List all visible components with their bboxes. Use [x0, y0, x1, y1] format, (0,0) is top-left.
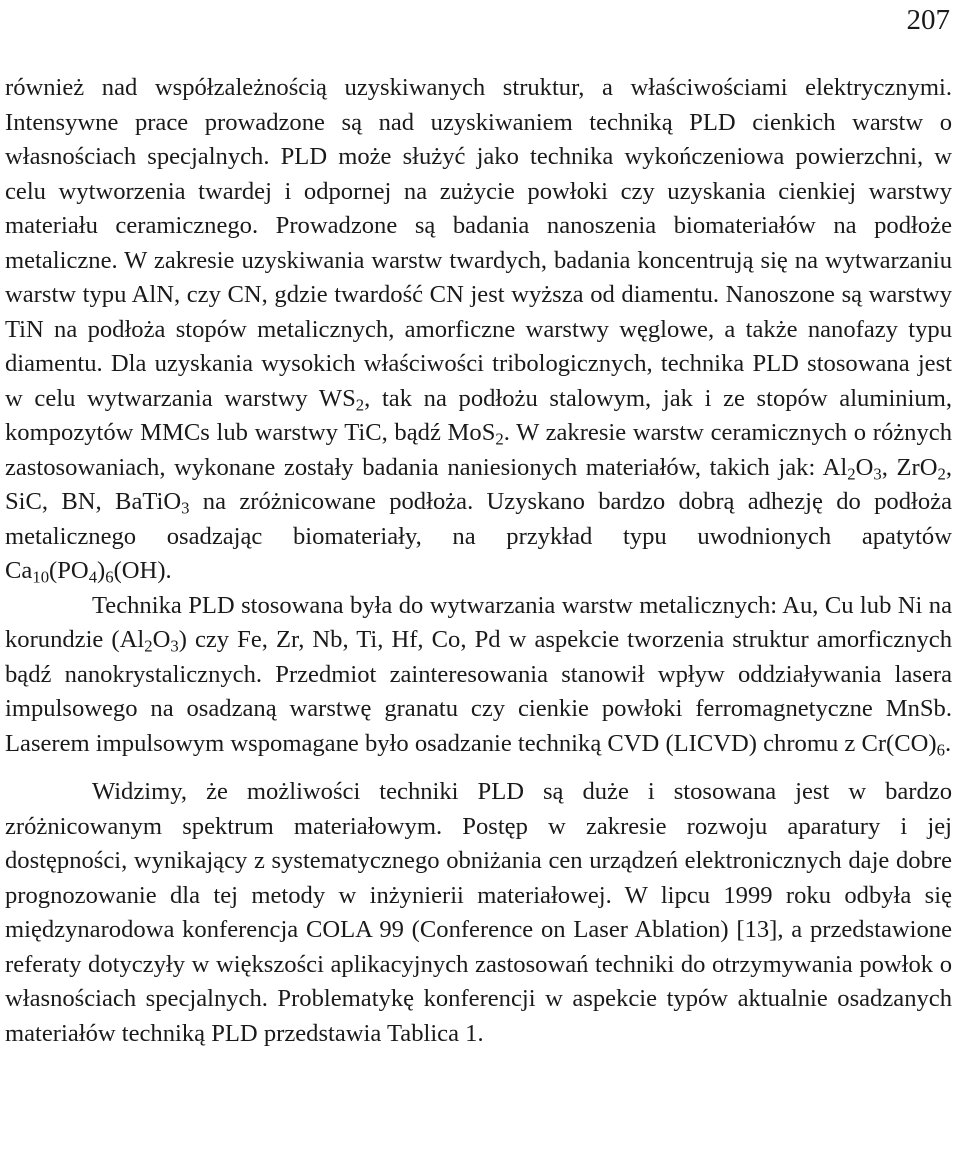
paragraph	[5, 71, 952, 589]
text-run: (OH).	[113, 557, 172, 584]
subscript: 2	[495, 429, 504, 449]
subscript: 2	[355, 395, 365, 415]
subscript: 2	[144, 636, 153, 656]
subscript: 4	[88, 567, 98, 587]
text-run: również nad współzależnością uzyskiwanych struktur, a właściwościami elektrycznymi. Intensywne prace prowadzone są nad uzyskiwaniem techniką PLD cienkich warstw o własnościach specjalnych. PLD może służyć jako technika wykończeniowa powierzchni, w celu wytworzenia twardej i odpornej na zużycie powłoki czy uzyskania cienkiej warstwy materiału ceramicznego. Prowadzone są badania nanoszenia biomateriałów na podłoże metaliczne. W zakresie uzyskiwania warstw twardych, badania koncentrują się na wytwarzaniu warstw typu AlN, czy CN, gdzie twardość CN jest wyższa od diamentu. Nanoszone są warstwy TiN na podłoża stopów metalicznych, amorficzne warstwy węglowe, a także nanofazy typu diamentu. Dla uzyskania wysokich właściwości tribologicznych, technika PLD stosowana jest w celu wytwarzania warstwy WS	[5, 74, 952, 412]
subscript: 3	[873, 464, 882, 484]
paragraph	[5, 775, 952, 1051]
body-text	[5, 71, 952, 1051]
text-run: , ZrO	[881, 453, 938, 481]
text-run: na zróżnicowane podłoża. Uzyskano bardzo dobrą adhezję do podłoża metalicznego osadzając biomateriały, na przykład typu uwodnionych apatytów Ca	[5, 488, 952, 584]
text-run: O	[855, 453, 874, 481]
text-run: ) czy Fe, Zr, Nb, Ti, Hf, Co, Pd w aspekcie tworzenia struktur amorficznych bądź nanokrystalicznych. Przedmiot zainteresowania stanowił wpływ oddziaływania lasera impulsowego na osadzaną warstwę granatu czy cienkie powłoki ferromagnetyczne MnSb. Laserem impulsowym wspomagane było osadzanie techniką CVD (LICVD) chromu z Cr(CO)	[5, 626, 952, 757]
page-number: 207	[906, 4, 950, 36]
subscript: 6	[936, 740, 945, 760]
text-run: )	[97, 557, 106, 584]
text-run: , SiC, BN, BaTiO	[5, 453, 952, 515]
paragraph	[5, 589, 952, 762]
subscript: 10	[32, 567, 50, 587]
subscript: 6	[105, 567, 114, 587]
text-run: (PO	[49, 557, 89, 584]
subscript: 2	[937, 464, 946, 484]
subscript: 2	[847, 464, 856, 484]
subscript: 3	[181, 498, 190, 518]
text-run: O	[152, 626, 171, 653]
text-run: . W zakresie warstw ceramicznych o różnych zastosowaniach, wykonane zostały badania naniesionych materiałów, takich jak: Al	[5, 419, 952, 481]
text-run: Widzimy, że możliwości techniki PLD są duże i stosowana jest w bardzo zróżnicowanym spektrum materiałowym. Postęp w zakresie rozwoju aparatury i jej dostępności, wynikający z systematycznego obniżania cen urządzeń elektronicznych daje dobre prognozowanie dla tej metody w inżynierii materiałowej. W lipcu 1999 roku odbyła się międzynarodowa konferencja COLA 99 (Conference on Laser Ablation) [13], a przedstawione referaty dotyczyły w większości aplikacyjnych zastosowań techniki do otrzymywania powłok o własnościach specjalnych. Problematykę konferencji w aspekcie typów aktualnie osadzanych materiałów techniką PLD przedstawia Tablica 1.	[5, 778, 952, 1047]
text-run: Technika PLD stosowana była do wytwarzania warstw metalicznych: Au, Cu lub Ni na korundzie (Al	[5, 591, 952, 653]
text-run: .	[944, 729, 952, 757]
text-run: , tak na podłożu stalowym, jak i ze stopów aluminium, kompozytów MMCs lub warstwy TiC, bądź MoS	[5, 384, 952, 446]
subscript: 3	[170, 636, 179, 656]
